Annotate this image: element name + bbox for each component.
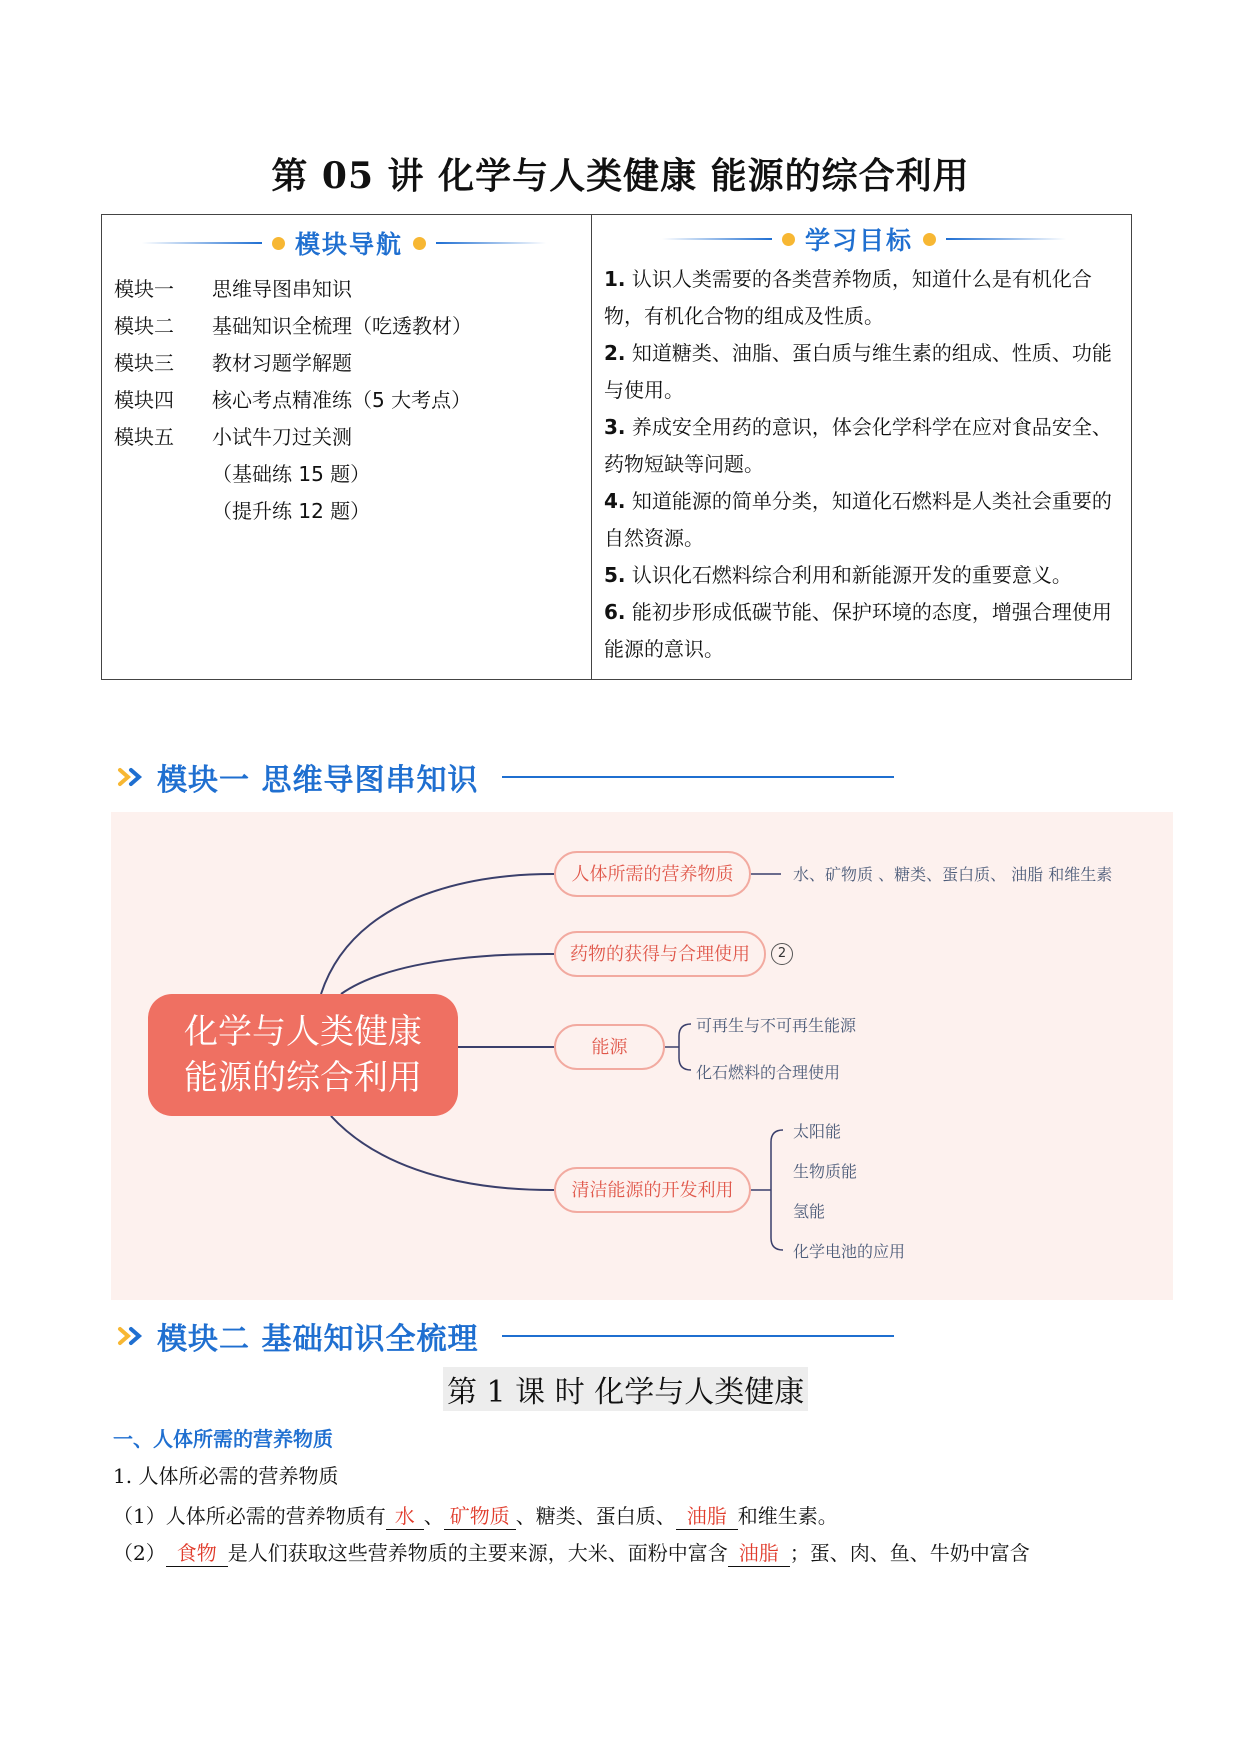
heading-rule	[502, 776, 894, 778]
table-divider	[591, 215, 592, 679]
answer-blank: 矿物质	[444, 1500, 516, 1530]
dot-icon	[413, 237, 426, 250]
leaf-text: 化石燃料的合理使用	[696, 1063, 841, 1082]
list-item: 模块五 小试牛刀过关测	[114, 425, 352, 449]
nav-header-text: 模块导航	[295, 230, 404, 259]
goal-item: 4. 知道能源的简单分类，知道化石燃料是人类社会重要的自然资源。	[604, 489, 1112, 550]
dot-icon	[782, 233, 795, 246]
list-item: （基础练 15 题）	[212, 462, 371, 486]
goal-item: 3. 养成安全用药的意识，体会化学科学在应对食品安全、药物短缺等问题。	[604, 415, 1112, 476]
fill-line-2: （2） 食物 是人们获取这些营养物质的主要来源，大米、面粉中富含 油脂 ；蛋、肉、鱼、牛奶中富含	[113, 1537, 1030, 1567]
goal-item: 6. 能初步形成低碳节能、保护环境的态度，增强合理使用能源的意识。	[604, 600, 1112, 661]
fill-line-1: （1）人体所必需的营养物质有 水 、 矿物质 、糖类、蛋白质、 油脂 和维生素。	[113, 1500, 838, 1530]
list-item: 模块四 核心考点精准练（5 大考点）	[114, 388, 472, 412]
goals-header	[662, 221, 1066, 257]
leaf-text: 氢能	[793, 1202, 826, 1221]
leaf-text: 可再生与不可再生能源	[696, 1016, 857, 1035]
count-badge: 2	[771, 943, 793, 965]
section-heading: 一、人体所需的营养物质	[113, 1427, 333, 1451]
branch-node: 药物的获得与合理使用	[554, 931, 766, 977]
page-title: 第 05 讲 化学与人类健康 能源的综合利用	[271, 155, 970, 197]
mind-map	[111, 812, 1173, 1300]
module-nav-list	[114, 271, 472, 530]
list-item: 模块二 基础知识全梳理（吃透教材）	[114, 314, 472, 338]
leaf-text: 生物质能	[793, 1162, 858, 1181]
answer-blank: 水	[386, 1500, 424, 1530]
learning-goals	[604, 261, 1114, 668]
branch-node: 清洁能源的开发利用	[554, 1167, 751, 1213]
branch-node: 人体所需的营养物质	[554, 851, 751, 897]
double-chevron-icon	[117, 766, 147, 788]
double-chevron-icon	[117, 1325, 147, 1347]
leaf-text: 水、矿物质 、糖类、蛋白质、 油脂 和维生素	[793, 865, 1113, 884]
goal-item: 1. 认识人类需要的各类营养物质，知道什么是有机化合物，有机化合物的组成及性质。	[604, 267, 1092, 328]
list-item: 模块三 教材习题学解题	[114, 351, 352, 375]
module2-heading: 模块二 基础知识全梳理	[117, 1311, 1017, 1361]
answer-blank: 油脂	[728, 1537, 790, 1567]
leaf-text: 化学电池的应用	[793, 1242, 906, 1261]
nav-header	[142, 225, 546, 261]
leaf-text: 太阳能	[793, 1122, 842, 1141]
module1-heading: 模块一 思维导图串知识	[117, 752, 1017, 802]
goal-item: 2. 知道糖类、油脂、蛋白质与维生素的组成、性质、功能与使用。	[604, 341, 1112, 402]
answer-blank: 油脂	[676, 1500, 738, 1530]
list-item: （提升练 12 题）	[212, 499, 371, 523]
answer-blank: 食物	[166, 1537, 228, 1567]
dot-icon	[272, 237, 285, 250]
branch-node: 能源	[554, 1024, 665, 1070]
goals-header-text: 学习目标	[805, 226, 914, 255]
subsection-title: 1. 人体所必需的营养物质	[113, 1464, 339, 1488]
goal-item: 5. 认识化石燃料综合利用和新能源开发的重要意义。	[604, 563, 1072, 587]
lesson-title: 第 1 课 时 化学与人类健康	[443, 1367, 808, 1411]
mind-map-center-node: 化学与人类健康 能源的综合利用	[148, 994, 458, 1116]
list-item: 模块一 思维导图串知识	[114, 277, 352, 301]
overview-table	[101, 214, 1132, 680]
dot-icon	[923, 233, 936, 246]
heading-rule	[502, 1335, 894, 1337]
